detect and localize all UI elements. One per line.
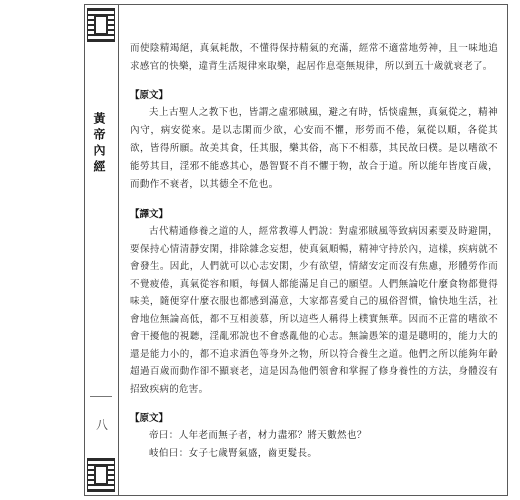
- translation-paragraph: 古代精通修養之道的人，經常教導人們說：對虛邪賊風等致病因素要及時避開，要保持心情清靜安閑，排除雜念妄想，使真氣順暢，精神守持於內，這樣，疾病就不會發生。因此，人們就可以心志安閑，少有欲望，情緒安定而沒有焦慮，形體勞作而不覺疲倦，真氣從容和順，每個人都能滿足自己的願望。人們無論吃什麼食物都覺得味美，隨便穿什麼衣服也都感到滿意，大家都喜愛自己的風俗習慣，愉快地生活，社會地位無論高低，都不互相羨慕，所以這些人稱得上樸實無華。因而不正當的嗜欲不會干擾他的視聽，淫亂邪說也不會惑亂他的心志。無論愚笨的還是聰明的，能力大的還是能力小的，都不追求酒色等身外之物，所以符合養生之道。他們之所以能夠年齡超過百歲而動作卻不顯衰老，這是因為他們領會和掌握了修身養性的方法，身體沒有招致疾病的危害。: [130, 226, 498, 395]
- side-divider: [90, 396, 112, 397]
- dialogue-line-emperor: 帝曰：人年老而無子者，材力盡邪？將天數然也？: [149, 430, 367, 441]
- section-label-original: 【原文】: [130, 90, 169, 101]
- original-text-paragraph: 夫上古聖人之教下也，皆謂之虛邪賊風，避之有時，恬惔虛無，真氣從之，精神內守，病安從來。是以志閑而少欲，心安而不懼，形勞而不倦，氣從以順，各從其欲，皆得所願。故美其食，任其服，樂其俗，高下不相慕，其民故曰樸。是以嗜欲不能勞其目，淫邪不能惑其心，愚智賢不肖不懼于物，故合于道。所以能年皆度百歲，而動作不衰者，以其德全不危也。: [130, 107, 498, 190]
- decorative-pattern-bottom: [87, 458, 115, 492]
- intro-paragraph: 而使陰精竭絕，真氣耗散，不懂得保持精氣的充滿，經常不適當地勞神，且一味地追求感官的快樂，違背生活規律來取樂，起居作息毫無規律，所以到五十歲就衰老了。: [130, 43, 498, 72]
- dialogue-block: [130, 427, 498, 463]
- decorative-pattern-top: [87, 8, 115, 42]
- section-label-translation: 【譯文】: [130, 209, 169, 220]
- dialogue-line-qibo: 岐伯曰：女子七歲腎氣盛，齒更髮長。: [149, 448, 318, 459]
- page-content: [130, 40, 498, 463]
- section-label-original-2: 【原文】: [130, 413, 169, 424]
- page-number: 八: [95, 418, 108, 432]
- book-title: 黃帝內經: [92, 112, 106, 176]
